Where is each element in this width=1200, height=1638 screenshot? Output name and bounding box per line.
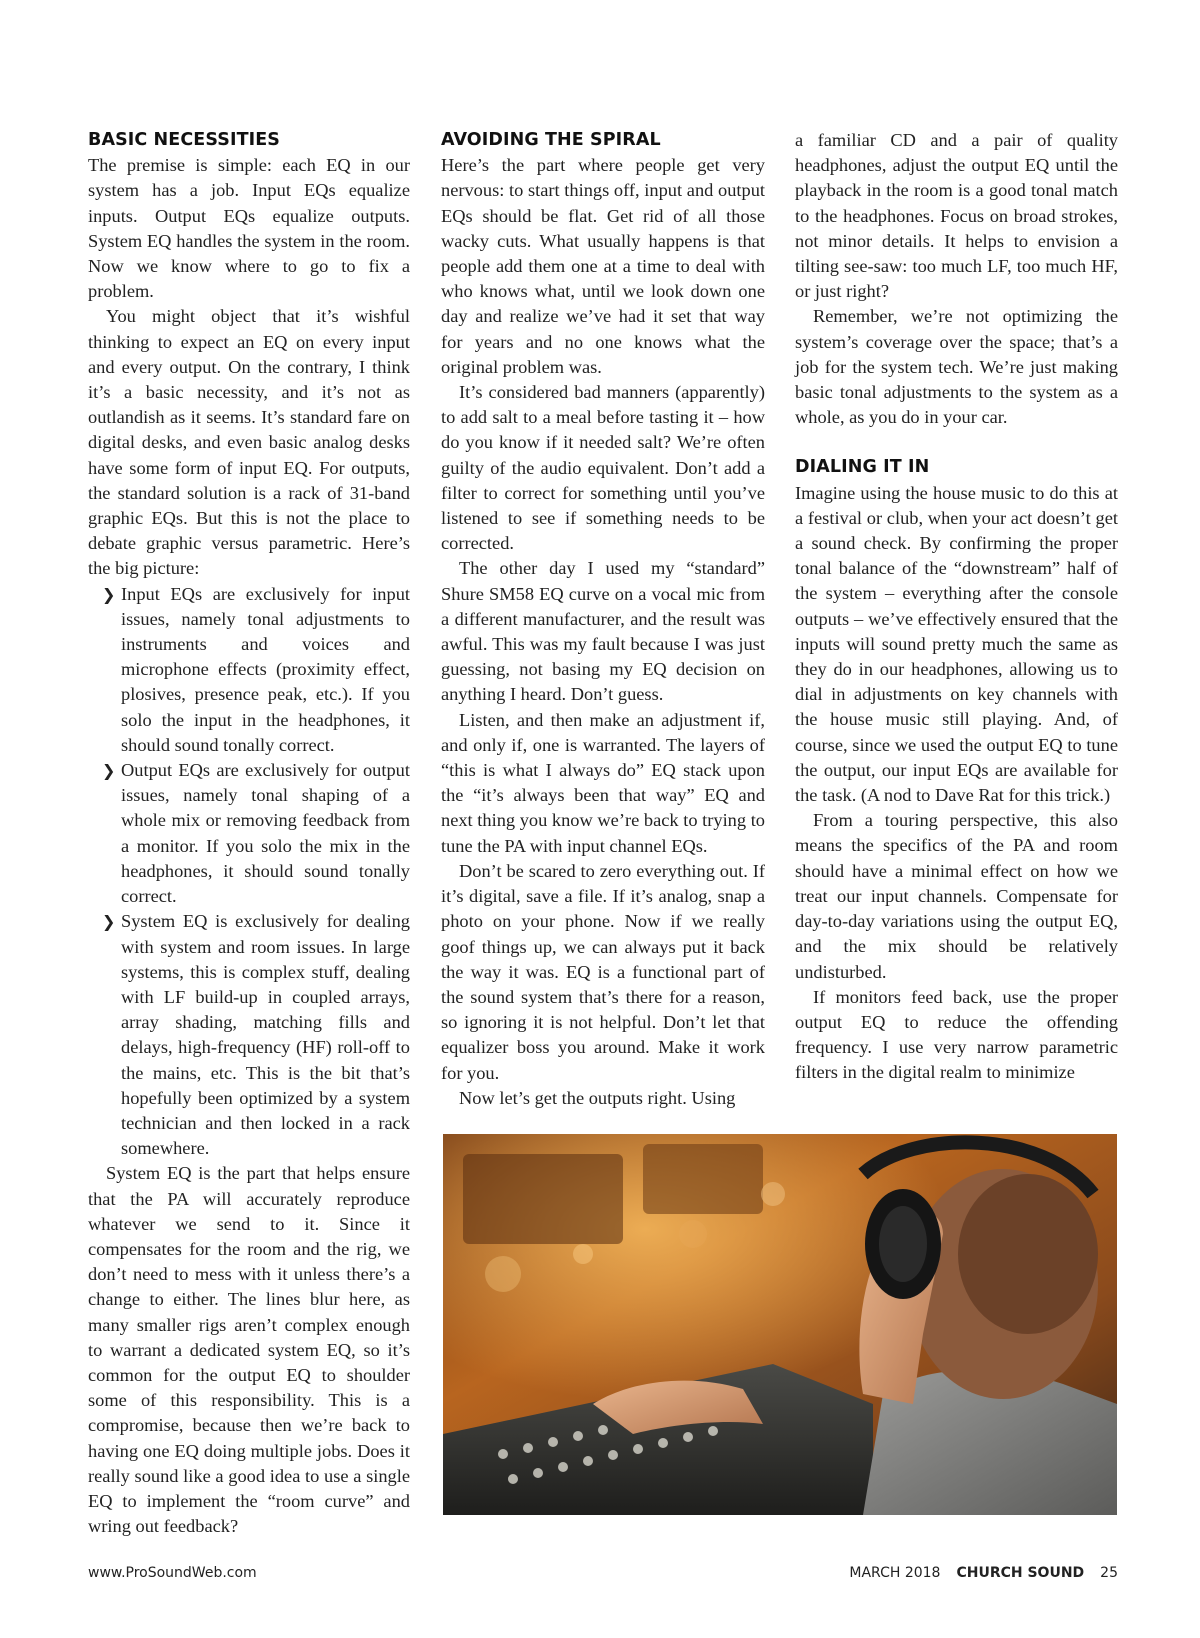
paragraph: If monitors feed back, use the proper output EQ to reduce the offending frequency. I use very narrow parametric filters in the digital realm to minimize [795,986,1118,1083]
paragraph: Remember, we’re not optimizing the system’s coverage over the space; that’s a job for the system tech. We’re just making basic tonal adjustments to the system as a whole, as you do in your car. [795,306,1118,428]
bullet-list [88,582,410,1162]
paragraph: a familiar CD and a pair of quality headphones, adjust the output EQ until the playback in the room is a good tonal match to the headphones. Focus on broad strokes, not minor details. It helps to envision a tilting see-saw: too much LF, too much HF, or just right? [795,130,1118,302]
paragraph: Now let’s get the outputs right. Using [459,1087,736,1108]
column-1 [88,128,410,1539]
list-item-text: System EQ is exclusively for dealing with system and room issues. In large systems, this is complex stuff, dealing with LF build-up in coupled arrays, array shading, matching fills and delays, high-frequency (HF) roll-off to the mains, etc. This is the bit that’s hopefully been optimized by a system technician and then locked in a rack somewhere. [121,911,410,1159]
chevron-right-icon: ❯ [102,761,116,781]
chevron-right-icon: ❯ [102,584,116,604]
footer-website: www.ProSoundWeb.com [88,1565,257,1581]
section-heading-dialing-it-in: DIALING IT IN [795,457,930,478]
footer-issue-date: MARCH 2018 [849,1565,941,1581]
section-heading-basic-necessities: BASIC NECESSITIES [88,130,280,150]
paragraph: You might object that it’s wishful thinking to expect an EQ on every input and every output. On the contrary, I think it’s a basic necessity, and it’s not as outlandish as it seems. It’s standard fare on digital desks, and even basic analog desks have some form of input EQ. For outputs, the standard solution is a rack of 31-band graphic EQs. But this is not the place to debate graphic versus parametric. Here’s the big picture: [88,306,410,579]
list-item [102,909,410,1161]
list-item [102,582,410,758]
chevron-right-icon: ❯ [102,912,116,932]
paragraph: Listen, and then make an adjustment if, and only if, one is warranted. The layers of “this is what I always do” EQ stack upon the “it’s always been that way” EQ and next thing you know we’re back to trying to tune the PA with input channel EQs. [441,709,765,856]
paragraph: Don’t be scared to zero everything out. If it’s digital, save a file. If it’s analog, snap a photo on your phone. Now if we really goof things up, we can always put it back the way it was. EQ is a functional part of the sound system that’s there for a reason, so ignoring it is not helpful. Don’t let that equalizer boss you around. Make it work for you. [441,860,765,1083]
column-3 [795,128,1118,1086]
paragraph: It’s considered bad manners (apparently) to add salt to a meal before tasting it – how do you know if it needed salt? We’re often guilty of the audio equivalent. Don’t add a filter to correct for something until you’ve listened to see if something needs to be corrected. [441,382,765,554]
paragraph: From a touring perspective, this also means the specifics of the PA and room should have a minimal effect on how we treat our input channels. Compensate for day-to-day variations using the output EQ, and the mix should be relatively undisturbed. [795,810,1118,982]
paragraph: Here’s the part where people get very nervous: to start things off, input and output EQs should be flat. Get rid of all those wacky cuts. What usually happens is that people add them one at a time to deal with who knows what, until we look down one day and realize we’ve had it set that way for years and no one knows what the original problem was. [441,155,765,377]
column-2 [441,128,765,1111]
footer-magazine-name: CHURCH SOUND [956,1565,1085,1581]
photo-engineer-with-headphones-at-mixing-console [443,1134,1117,1515]
footer-right [849,1565,1118,1581]
list-item-text: Input EQs are exclusively for input issues, namely tonal adjustments to instruments and voices and microphone effects (proximity effect, plosives, presence peak, etc.). If you solo the input in the headphones, it should sound tonally correct. [121,583,410,755]
paragraph: System EQ is the part that helps ensure that the PA will accurately reproduce whatever we send to it. Since it compensates for the room and the rig, we don’t need to mess with it unless there’s a change to either. The lines blur here, as many smaller rigs aren’t complex enough to warrant a dedicated system EQ, so it’s common for the output EQ to shoulder some of this responsibility. This is a compromise, because then we’re back to having one EQ doing multiple jobs. Does it really sound like a good idea to use a single EQ to implement the “room curve” and wring out feedback? [88,1163,410,1537]
list-item-text: Output EQs are exclusively for output issues, namely tonal shaping of a whole mix or removing feedback from a monitor. If you solo the mix in the headphones, it should sound tonally correct. [121,760,410,907]
paragraph: Imagine using the house music to do this at a festival or club, when your act doesn’t get a sound check. By confirming the proper tonal balance of the “downstream” half of the system – everything after the console outputs – we’ve effectively ensured that the inputs will sound pretty much the same as they do in our headphones, allowing us to dial in adjustments on key channels with the house music still playing. And, of course, since we used the output EQ to tune the output, our input EQs are available for the task. (A nod to Dave Rat for this trick.) [795,482,1118,806]
footer-page-number: 25 [1100,1565,1118,1581]
paragraph: The premise is simple: each EQ in our system has a job. Input EQs equalize inputs. Output EQs equalize outputs. System EQ handles the system in the room. Now we know where to go to fix a problem. [88,155,410,302]
section-heading-avoiding-the-spiral: AVOIDING THE SPIRAL [441,130,661,150]
list-item [102,758,410,909]
paragraph: The other day I used my “standard” Shure SM58 EQ curve on a vocal mic from a different manufacturer, and the result was awful. This was my fault because I was just guessing, not basing my EQ decision on anything I heard. Don’t guess. [441,558,765,705]
